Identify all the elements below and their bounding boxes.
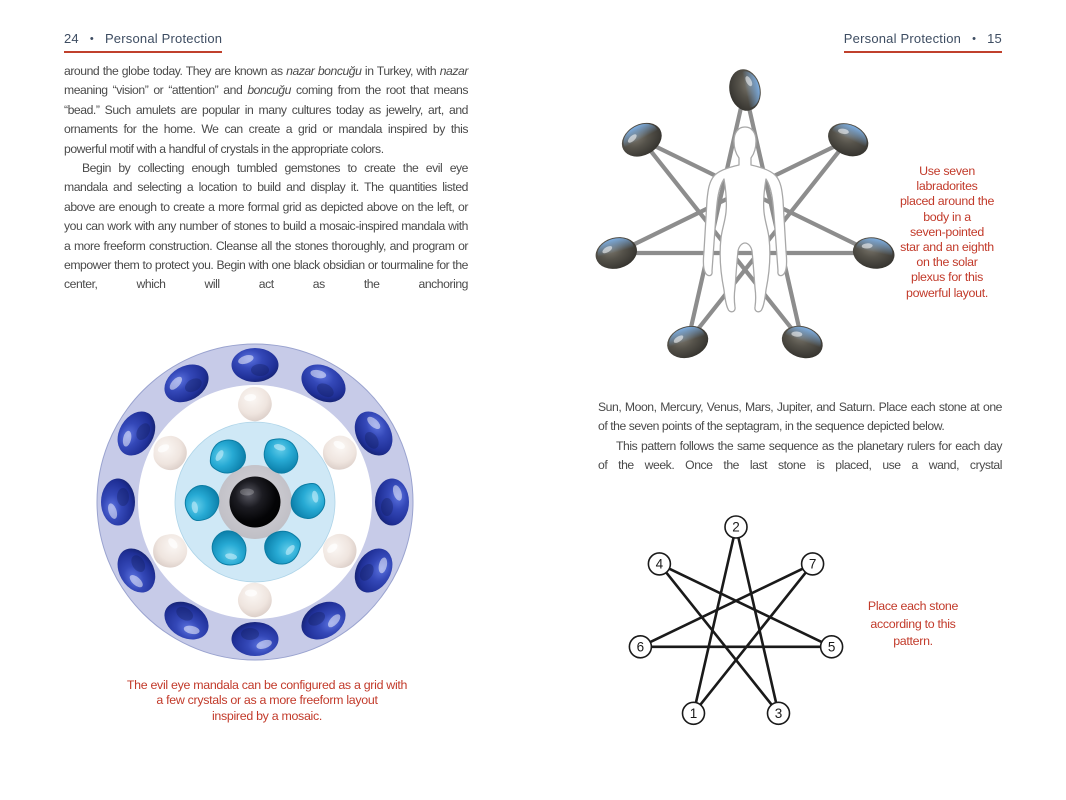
center-stone-gloss	[240, 489, 254, 496]
left-page-number: 24	[64, 31, 79, 46]
blue-oval-stone	[232, 622, 279, 656]
point-number: 5	[827, 639, 836, 655]
point-number: 1	[689, 705, 698, 721]
paragraph: Begin by collecting enough tumbled gemstones to create the evil eye mandala and selecting a location to build and display it. The quantities listed above are enough to create a more formal grid as depicted above on the left, or you can work with any number of stones to build a mosaic-inspired mandala with a more freeform construction. Cleanse all the stones thoroughly, and program or empower them to protect you. Begin with one black obsidian or tourmaline for the center, which will act as the anchoring	[64, 161, 468, 292]
labradorite-stone	[663, 321, 713, 363]
blue-oval-stone	[101, 479, 135, 526]
labradorite-stone	[616, 116, 668, 163]
human-silhouette	[703, 127, 786, 312]
bullet-separator: •	[89, 33, 94, 45]
point-number: 3	[774, 705, 783, 721]
right-running-header	[844, 31, 1002, 53]
left-body-text	[64, 62, 468, 295]
septagram-caption: Place each stone according to this pattern.	[867, 599, 959, 648]
septagram-diagram-lines	[640, 527, 831, 713]
body-layout-caption: Use seven labradorites placed around the body in a seven-pointed star and an eighth on the solar plexus for this powerful layout.	[899, 164, 995, 300]
point-number: 6	[636, 639, 645, 655]
left-running-header	[64, 31, 222, 53]
evil-eye-mandala-figure	[95, 342, 415, 662]
paragraph: This pattern follows the same sequence as the planetary rulers for each day of the week. Once the last stone is placed, use a wand, crystal	[598, 438, 1002, 473]
point-number: 4	[655, 556, 664, 572]
septagram-point-markers	[629, 516, 842, 724]
right-page-number: 15	[987, 31, 1002, 46]
right-header-title: Personal Protection	[843, 31, 962, 46]
paragraph: around the globe today. They are known as nazar boncuğu in Turkey, with nazar meaning “vision” or “attention” and boncuğu coming from the root that means “bead.” Such amulets are popular in many cultures today as jewelry, art, and ornaments for the home. We can create a grid or mandala inspired by this powerful motif with a handful of crystals in the appropriate colors.	[64, 64, 468, 156]
blue-oval-stone	[375, 479, 409, 526]
labradorite-stone	[592, 233, 641, 274]
numbered-septagram-figure	[611, 500, 861, 750]
left-header-title: Personal Protection	[104, 31, 223, 46]
body-layout-figure	[583, 55, 907, 387]
right-body-text	[598, 398, 1002, 476]
labradorite-stone	[725, 66, 764, 114]
point-number: 2	[732, 519, 740, 535]
mandala-caption: The evil eye mandala can be configured as a grid with a few crystals or as a more freeform layout inspired by a mosaic.	[126, 678, 408, 723]
paragraph: Sun, Moon, Mercury, Venus, Mars, Jupiter, and Saturn. Place each stone at one of the seven points of the septagram, in the sequence depicted below.	[598, 400, 1002, 434]
blue-oval-stone	[232, 348, 279, 382]
black-obsidian-center-stone	[230, 477, 281, 528]
point-number: 7	[808, 556, 817, 572]
labradorite-stone	[823, 117, 874, 163]
labradorite-stone	[777, 320, 827, 363]
bullet-separator: •	[972, 33, 977, 45]
